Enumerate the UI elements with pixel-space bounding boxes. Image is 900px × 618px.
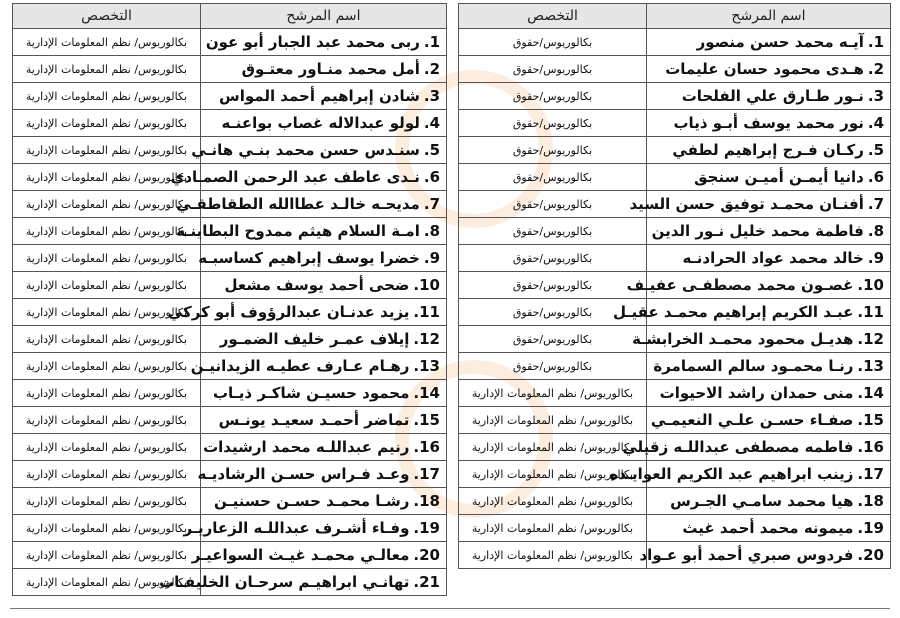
candidates-table-right	[458, 3, 891, 569]
candidate-name-cell	[647, 245, 891, 272]
specialization-cell: بكالوريوس/ نظم المعلومات الإدارية	[13, 542, 201, 569]
specialization-cell: بكالوريوس/حقوق	[459, 218, 647, 245]
specialization-cell: بكالوريوس/ نظم المعلومات الإدارية	[13, 191, 201, 218]
specialization-cell: بكالوريوس/حقوق	[459, 245, 647, 272]
candidate-name: نـور طـارق علي الفلحات	[681, 87, 864, 105]
specialization-cell: بكالوريوس/ نظم المعلومات الإدارية	[459, 380, 647, 407]
row-number: 15.	[857, 411, 884, 429]
candidate-name-cell	[647, 56, 891, 83]
table-row	[13, 164, 447, 191]
candidate-name-cell	[647, 488, 891, 515]
row-number: 5.	[867, 141, 884, 159]
candidate-name-cell	[201, 407, 447, 434]
table-row	[459, 407, 891, 434]
candidate-name-cell	[639, 542, 891, 569]
table-row	[13, 488, 447, 515]
candidate-name: ركـان فـرج إبراهيم لطفي	[672, 141, 864, 159]
specialization-cell: بكالوريوس/ نظم المعلومات الإدارية	[459, 407, 647, 434]
specialization-cell: بكالوريوس/حقوق	[459, 191, 647, 218]
specialization-cell: بكالوريوس/ نظم المعلومات الإدارية	[13, 218, 201, 245]
row-number: 10.	[413, 276, 440, 294]
candidate-name: رهـام عـارف عطيـه الزيدانيـن	[190, 357, 410, 375]
row-number: 10.	[857, 276, 884, 294]
candidate-name: أفنـان محمـد توفيق حسن السيد	[629, 195, 864, 213]
candidate-name-cell	[191, 137, 447, 164]
table-row	[459, 299, 891, 326]
table-row	[13, 29, 447, 56]
header-candidate-name: اسم المرشح	[647, 4, 891, 29]
candidate-name-cell	[190, 353, 447, 380]
candidate-name: شادن إبراهيم أحمد المواس	[219, 87, 420, 105]
row-number: 5.	[423, 141, 440, 159]
table-row	[13, 137, 447, 164]
header-specialization: التخصص	[13, 4, 201, 29]
candidate-name-cell	[191, 542, 447, 569]
table-row	[459, 245, 891, 272]
candidate-name: وفـاء أشـرف عبداللـه الزعاريـر	[183, 519, 410, 537]
candidate-name: فاطمة محمد خليل نـور الدين	[651, 222, 864, 240]
candidate-name: هديـل محمود محمـد الخرابشـة	[632, 330, 854, 348]
specialization-cell: بكالوريوس/ نظم المعلومات الإدارية	[13, 515, 201, 542]
table-row	[459, 461, 891, 488]
candidate-name-cell	[201, 272, 447, 299]
candidate-name-cell	[647, 380, 891, 407]
specialization-cell: بكالوريوس/ نظم المعلومات الإدارية	[13, 407, 201, 434]
table-row	[13, 272, 447, 299]
candidate-name: يزيد عدنـان عبدالرؤوف أبو كركي	[167, 303, 410, 321]
row-number: 8.	[867, 222, 884, 240]
specialization-cell: بكالوريوس/حقوق	[459, 56, 647, 83]
row-number: 21.	[413, 573, 440, 591]
row-number: 12.	[857, 330, 884, 348]
specialization-cell: بكالوريوس/حقوق	[459, 326, 647, 353]
candidate-name-cell	[201, 56, 447, 83]
specialization-cell: بكالوريوس/حقوق	[459, 29, 647, 56]
candidate-name: رشـا محمـد حسـن حسنيـن	[214, 492, 410, 510]
candidate-name-cell	[170, 164, 447, 191]
row-number: 3.	[423, 87, 440, 105]
table-row	[13, 461, 447, 488]
table-row	[459, 326, 891, 353]
candidate-name-cell	[167, 299, 447, 326]
candidate-name: تهانـي ابراهيـم سرحـان الخليفـات	[159, 573, 410, 591]
specialization-cell: بكالوريوس/حقوق	[459, 353, 647, 380]
candidate-name-cell	[622, 434, 891, 461]
specialization-cell: بكالوريوس/حقوق	[459, 272, 647, 299]
specialization-cell: بكالوريوس/ نظم المعلومات الإدارية	[459, 488, 647, 515]
table-row	[13, 407, 447, 434]
candidate-name: صفـاء حسـن علـي النعيمـي	[650, 411, 854, 429]
specialization-cell: بكالوريوس/ نظم المعلومات الإدارية	[13, 56, 201, 83]
table-row	[13, 299, 447, 326]
table-row	[459, 83, 891, 110]
specialization-cell: بكالوريوس/ نظم المعلومات الإدارية	[13, 353, 201, 380]
table-row	[459, 542, 891, 569]
candidate-name: غصـون محمد مصطفـى عفيـف	[626, 276, 854, 294]
table-row	[459, 272, 891, 299]
candidate-name: هيا محمد سامـي الجـرس	[670, 492, 854, 510]
candidate-name-cell	[647, 515, 891, 542]
candidate-name: محمود حسيـن شاكـر ذيـاب	[212, 384, 410, 402]
candidate-name-cell	[198, 245, 447, 272]
candidate-name: إيلاف عمـر خليف الضمـور	[219, 330, 410, 348]
header-candidate-name: اسم المرشح	[201, 4, 447, 29]
specialization-cell: بكالوريوس/حقوق	[459, 164, 647, 191]
candidate-name: زينب ابراهيم عبد الكريم العوايـده	[609, 465, 854, 483]
candidate-name: هـدى محمود حسان عليمات	[665, 60, 864, 78]
candidate-name-cell	[183, 515, 447, 542]
table-row	[13, 542, 447, 569]
candidate-name-cell	[632, 326, 891, 353]
table-row	[13, 191, 447, 218]
candidate-name-cell	[629, 191, 891, 218]
table-row	[13, 110, 447, 137]
table-row	[459, 353, 891, 380]
candidate-name-cell	[647, 83, 891, 110]
candidate-name-cell	[647, 29, 891, 56]
candidate-name: خالد محمد عواد الحرادنـه	[682, 249, 864, 267]
row-number: 4.	[867, 114, 884, 132]
table-header-row	[13, 4, 447, 29]
candidate-name: نـدى عاطف عبد الرحمن الصمـادي	[170, 168, 420, 186]
candidate-name-cell	[626, 272, 891, 299]
row-number: 17.	[857, 465, 884, 483]
row-number: 1.	[867, 33, 884, 51]
table-row	[459, 110, 891, 137]
candidate-name-cell	[201, 29, 447, 56]
row-number: 14.	[413, 384, 440, 402]
table-row	[13, 353, 447, 380]
specialization-cell: بكالوريوس/ نظم المعلومات الإدارية	[13, 272, 201, 299]
specialization-cell: بكالوريوس/ نظم المعلومات الإدارية	[459, 515, 647, 542]
candidate-name-cell	[612, 299, 891, 326]
row-number: 1.	[423, 33, 440, 51]
row-number: 15.	[413, 411, 440, 429]
candidate-name-cell	[176, 191, 447, 218]
row-number: 6.	[423, 168, 440, 186]
table-row	[13, 245, 447, 272]
candidate-name-cell	[647, 164, 891, 191]
table-row	[13, 56, 447, 83]
candidate-name-cell	[647, 110, 891, 137]
specialization-cell: بكالوريوس/ نظم المعلومات الإدارية	[13, 380, 201, 407]
candidate-name-cell	[176, 218, 447, 245]
specialization-cell: بكالوريوس/ نظم المعلومات الإدارية	[13, 461, 201, 488]
table-row	[459, 191, 891, 218]
candidate-name: امـة السلام هيثم ممدوح البطاينـه	[176, 222, 420, 240]
header-specialization: التخصص	[459, 4, 647, 29]
row-number: 7.	[423, 195, 440, 213]
table-row	[13, 218, 447, 245]
row-number: 9.	[423, 249, 440, 267]
row-number: 16.	[413, 438, 440, 456]
table-row	[13, 83, 447, 110]
row-number: 7.	[867, 195, 884, 213]
specialization-cell: بكالوريوس/ نظم المعلومات الإدارية	[13, 83, 201, 110]
row-number: 18.	[413, 492, 440, 510]
specialization-cell: بكالوريوس/حقوق	[459, 110, 647, 137]
specialization-cell: بكالوريوس/ نظم المعلومات الإدارية	[13, 29, 201, 56]
specialization-cell: بكالوريوس/حقوق	[459, 83, 647, 110]
table-row	[459, 380, 891, 407]
row-number: 13.	[413, 357, 440, 375]
row-number: 11.	[413, 303, 440, 321]
candidate-name-cell	[201, 380, 447, 407]
table-row	[459, 56, 891, 83]
row-number: 18.	[857, 492, 884, 510]
row-number: 19.	[413, 519, 440, 537]
row-number: 6.	[867, 168, 884, 186]
row-number: 4.	[423, 114, 440, 132]
candidate-name-cell	[647, 218, 891, 245]
candidate-name: منى حمدان راشد الاحيوات	[659, 384, 854, 402]
candidate-name: نور محمد يوسف أبـو ذياب	[673, 114, 864, 132]
candidate-name: خضرا يوسف إبراهيم كساسبـه	[198, 249, 420, 267]
candidate-name-cell	[201, 488, 447, 515]
specialization-cell: بكالوريوس/ نظم المعلومات الإدارية	[459, 542, 647, 569]
candidate-name-cell	[197, 461, 447, 488]
table-row	[13, 569, 447, 596]
candidate-name: دانيا أيمـن أميـن سنجق	[694, 168, 864, 186]
specialization-cell: بكالوريوس/حقوق	[459, 137, 647, 164]
page-bottom-rule	[10, 608, 890, 609]
table-row	[459, 434, 891, 461]
candidate-name: وعـد فـراس حسـن الرشاديـه	[197, 465, 410, 483]
specialization-cell: بكالوريوس/ نظم المعلومات الإدارية	[13, 245, 201, 272]
table-row	[13, 326, 447, 353]
row-number: 19.	[857, 519, 884, 537]
row-number: 14.	[857, 384, 884, 402]
candidate-name: أمل محمد منـاور معتـوق	[241, 60, 420, 78]
row-number: 17.	[413, 465, 440, 483]
candidate-name: آيـه محمد حسن منصور	[696, 33, 864, 51]
row-number: 2.	[423, 60, 440, 78]
specialization-cell: بكالوريوس/ نظم المعلومات الإدارية	[13, 434, 201, 461]
specialization-cell: بكالوريوس/ نظم المعلومات الإدارية	[13, 488, 201, 515]
candidate-name: ضحى أحمد يوسف مشعل	[224, 276, 410, 294]
specialization-cell: بكالوريوس/ نظم المعلومات الإدارية	[13, 137, 201, 164]
specialization-cell: بكالوريوس/حقوق	[459, 299, 647, 326]
table-row	[459, 29, 891, 56]
candidate-name: فاطمه مصطفى عبداللـه زقيلي	[622, 438, 854, 456]
row-number: 12.	[413, 330, 440, 348]
row-number: 2.	[867, 60, 884, 78]
candidate-name: رنيم عبداللـه محمد ارشيدات	[203, 438, 410, 456]
table-row	[459, 488, 891, 515]
specialization-cell: بكالوريوس/ نظم المعلومات الإدارية	[13, 299, 201, 326]
candidate-name: ربى محمد عبد الجبار أبو عون	[205, 33, 420, 51]
specialization-cell: بكالوريوس/ نظم المعلومات الإدارية	[459, 461, 647, 488]
candidate-name-cell	[201, 326, 447, 353]
candidate-name-cell	[647, 353, 891, 380]
row-number: 20.	[413, 546, 440, 564]
row-number: 16.	[857, 438, 884, 456]
candidate-name-cell	[609, 461, 891, 488]
candidate-name-cell	[159, 569, 447, 596]
table-row	[459, 515, 891, 542]
row-number: 13.	[857, 357, 884, 375]
candidate-name-cell	[647, 137, 891, 164]
specialization-cell: بكالوريوس/ نظم المعلومات الإدارية	[13, 569, 201, 596]
candidate-name: لولو عبدالاله غصاب بواعنـه	[221, 114, 420, 132]
candidate-name-cell	[201, 83, 447, 110]
row-number: 11.	[857, 303, 884, 321]
row-number: 8.	[423, 222, 440, 240]
specialization-cell: بكالوريوس/ نظم المعلومات الإدارية	[459, 434, 647, 461]
row-number: 9.	[867, 249, 884, 267]
specialization-cell: بكالوريوس/ نظم المعلومات الإدارية	[13, 110, 201, 137]
candidate-name: سنـدس حسن محمد بنـي هانـي	[191, 141, 420, 159]
candidate-name: عبـد الكريم إبراهيم محمـد عقيـل	[612, 303, 854, 321]
table-row	[459, 164, 891, 191]
candidate-name: تماضر أحمـد سعيـد يونـس	[218, 411, 410, 429]
candidate-name-cell	[201, 434, 447, 461]
table-row	[459, 218, 891, 245]
candidate-name: مديحـه خالـد عطاالله الطقاطقـي	[176, 195, 420, 213]
candidate-name: رنـا محمـود سالم السمامرة	[653, 357, 854, 375]
table-row	[459, 137, 891, 164]
table-row	[13, 380, 447, 407]
candidate-name-cell	[201, 110, 447, 137]
specialization-cell: بكالوريوس/ نظم المعلومات الإدارية	[13, 326, 201, 353]
candidates-table-left	[12, 3, 447, 596]
row-number: 3.	[867, 87, 884, 105]
candidate-name: ميمونه محمد أحمد غيث	[682, 519, 854, 537]
row-number: 20.	[857, 546, 884, 564]
specialization-cell: بكالوريوس/ نظم المعلومات الإدارية	[13, 164, 201, 191]
candidate-name: فردوس صبري أحمد أبو عـواد	[639, 546, 854, 564]
table-row	[13, 434, 447, 461]
table-row	[13, 515, 447, 542]
candidate-name: معالـي محمـد غيـث السواعيـر	[191, 546, 410, 564]
table-header-row	[459, 4, 891, 29]
candidate-name-cell	[647, 407, 891, 434]
